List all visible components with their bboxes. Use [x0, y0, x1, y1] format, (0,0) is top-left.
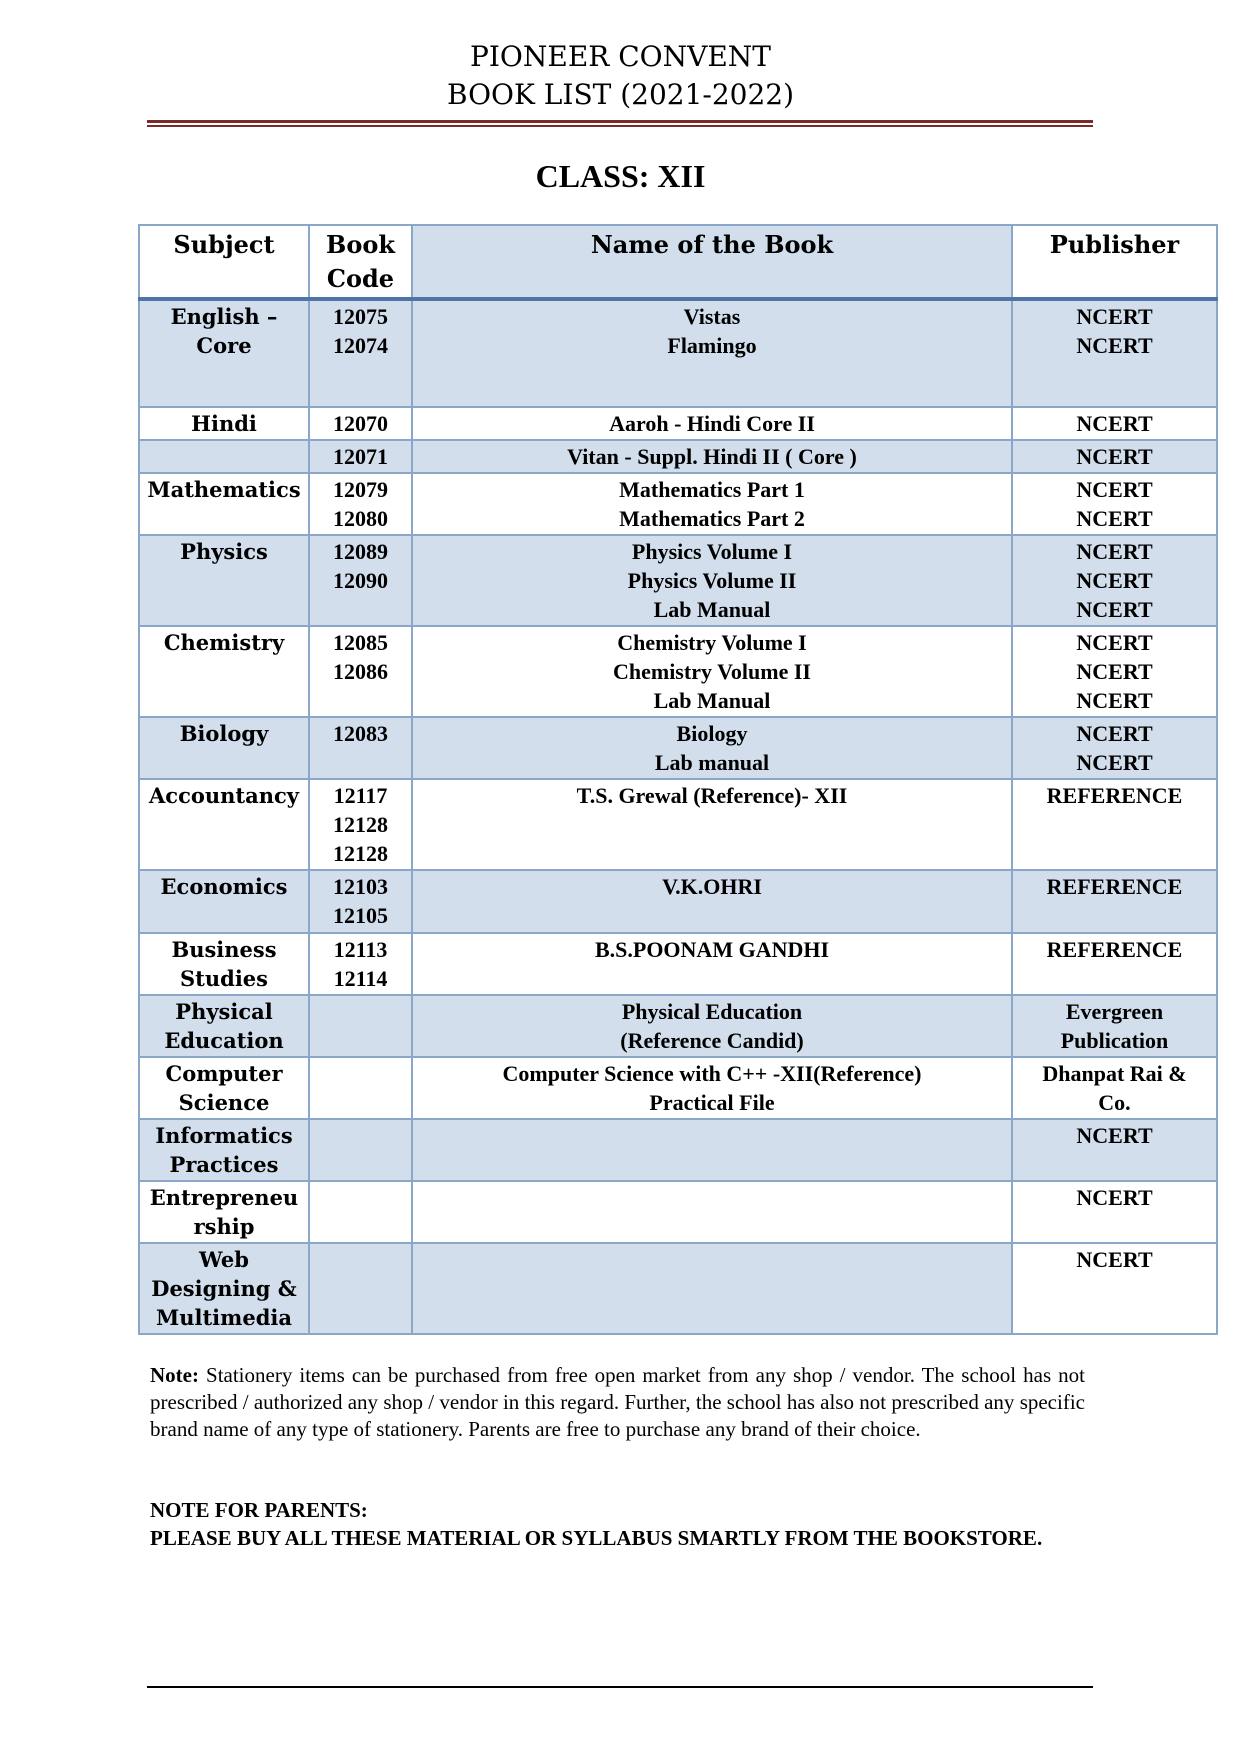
book-name-line: Mathematics Part 2 [619, 506, 805, 531]
parents-note-text: PLEASE BUY ALL THESE MATERIAL OR SYLLABUS SMARTLY FROM THE BOOKSTORE. [150, 1526, 1043, 1550]
book-code-cell [309, 779, 412, 870]
publisher-line: NCERT [1076, 477, 1153, 502]
subject-line: Practices [169, 1152, 279, 1177]
publisher-line: NCERT [1076, 333, 1153, 358]
subject-line: Economics [160, 874, 288, 899]
book-name-line: Chemistry Volume II [612, 659, 811, 684]
book-code-line: 12128 [333, 841, 388, 866]
publisher-cell [1012, 440, 1217, 473]
book-code-line: 12113 [333, 937, 388, 962]
publisher-cell [1012, 473, 1217, 535]
publisher-line: NCERT [1076, 506, 1153, 531]
publisher-cell [1012, 407, 1217, 440]
subject-line: Science [178, 1090, 270, 1115]
publisher-cell [1012, 779, 1217, 870]
book-name-line: Lab Manual [653, 597, 771, 622]
subject-line: Business [171, 937, 277, 962]
subject-line: Chemistry [163, 630, 285, 655]
book-code-cell [309, 717, 412, 779]
publisher-cell [1012, 1119, 1217, 1181]
subject-cell [139, 995, 309, 1057]
book-name-line: Vitan - Suppl. Hindi II ( Core ) [567, 444, 857, 469]
subject-cell [139, 440, 309, 473]
table-row [139, 995, 1217, 1057]
publisher-cell [1012, 626, 1217, 717]
publisher-line: NCERT [1076, 659, 1153, 684]
book-name-cell [412, 440, 1012, 473]
book-code-cell [309, 870, 412, 933]
subject-line: rship [193, 1214, 255, 1239]
book-code-line: 12071 [333, 444, 388, 469]
publisher-cell [1012, 299, 1217, 407]
book-code-line: 12085 [333, 630, 388, 655]
table-row [139, 870, 1217, 933]
subject-line: Studies [180, 966, 268, 991]
publisher-line: Dhanpat Rai & [1042, 1061, 1187, 1086]
subject-line: Designing & [151, 1276, 297, 1301]
book-code-line: 12079 [333, 477, 388, 502]
subject-cell [139, 473, 309, 535]
class-title: CLASS: XII [535, 158, 706, 194]
book-code-line: 12089 [333, 539, 388, 564]
publisher-line: NCERT [1076, 1185, 1153, 1210]
book-code-cell [309, 995, 412, 1057]
publisher-line: REFERENCE [1046, 874, 1183, 899]
header-code-line2: Code [326, 264, 395, 293]
subject-cell [139, 407, 309, 440]
book-code-cell [309, 407, 412, 440]
book-name-line: Physical Education [621, 999, 803, 1024]
subject-line: Accountancy [149, 783, 299, 808]
book-name-cell [412, 870, 1012, 933]
subject-line: Informatics [155, 1123, 293, 1148]
subject-cell [139, 779, 309, 870]
book-name-line: Aaroh - Hindi Core II [609, 411, 815, 436]
table-row [139, 440, 1217, 473]
publisher-line: NCERT [1076, 630, 1153, 655]
publisher-line: NCERT [1076, 1123, 1153, 1148]
publisher-line: NCERT [1076, 568, 1153, 593]
book-name-line: Mathematics Part 1 [619, 477, 805, 502]
header-book-name: Name of the Book [412, 225, 1012, 299]
subject-line: Biology [179, 721, 269, 746]
book-name-line: (Reference Candid) [620, 1028, 804, 1053]
subject-line: Hindi [191, 411, 257, 436]
book-code-line: 12128 [333, 812, 388, 837]
subject-cell [139, 1119, 309, 1181]
subject-line: Physical [175, 999, 273, 1024]
subject-line: English – [170, 304, 278, 329]
publisher-line: NCERT [1076, 539, 1153, 564]
subject-line: Computer [165, 1061, 283, 1086]
book-code-line: 12103 [333, 874, 388, 899]
book-name-cell [412, 535, 1012, 626]
subject-cell [139, 1181, 309, 1243]
book-name-cell [412, 407, 1012, 440]
book-name-cell [412, 779, 1012, 870]
subject-cell [139, 870, 309, 933]
book-code-line: 12114 [333, 966, 388, 991]
book-name-cell [412, 717, 1012, 779]
table-row [139, 535, 1217, 626]
book-code-line: 12075 [333, 304, 388, 329]
book-name-cell [412, 933, 1012, 995]
table-row [139, 626, 1217, 717]
stationery-note [150, 1362, 1085, 1443]
header-code-line1: Book [326, 230, 395, 259]
footer-divider [147, 1686, 1093, 1688]
table-row [139, 407, 1217, 440]
book-name-cell [412, 995, 1012, 1057]
publisher-line: NCERT [1076, 750, 1153, 775]
publisher-cell [1012, 995, 1217, 1057]
subject-cell [139, 535, 309, 626]
table-row [139, 1119, 1217, 1181]
book-code-cell [309, 1181, 412, 1243]
book-name-cell [412, 1181, 1012, 1243]
book-name-line: B.S.POONAM GANDHI [594, 937, 830, 962]
publisher-line: Publication [1060, 1028, 1169, 1053]
book-name-line: Practical File [649, 1090, 775, 1115]
book-list-table [138, 224, 1218, 1335]
book-code-line: 12086 [333, 659, 388, 684]
book-code-line: 12117 [333, 783, 388, 808]
book-code-line: 12105 [333, 903, 388, 928]
subject-line: Core [196, 333, 252, 358]
publisher-line: NCERT [1076, 1247, 1153, 1272]
subject-line: Entrepreneu [149, 1185, 299, 1210]
table-row [139, 1057, 1217, 1119]
book-code-cell [309, 933, 412, 995]
book-list-title: BOOK LIST (2021-2022) [446, 78, 795, 111]
book-name-line: V.K.OHRI [662, 874, 762, 899]
publisher-line: Co. [1098, 1090, 1131, 1115]
publisher-line: REFERENCE [1046, 937, 1183, 962]
subject-cell [139, 1243, 309, 1334]
book-code-cell [309, 1057, 412, 1119]
parents-note [150, 1496, 1085, 1552]
book-name-line: Physics Volume II [627, 568, 797, 593]
publisher-cell [1012, 933, 1217, 995]
book-code-cell [309, 626, 412, 717]
book-name-line: Flamingo [667, 333, 757, 358]
book-name-line: Lab manual [654, 750, 770, 775]
subject-line: Physics [180, 539, 268, 564]
header-book-code [309, 225, 412, 299]
publisher-cell [1012, 1057, 1217, 1119]
subject-line: Education [164, 1028, 284, 1053]
book-name-line: Vistas [683, 304, 741, 329]
publisher-line: REFERENCE [1046, 783, 1183, 808]
subject-cell [139, 1057, 309, 1119]
publisher-line: NCERT [1076, 444, 1153, 469]
book-name-cell [412, 1119, 1012, 1181]
book-code-line: 12080 [333, 506, 388, 531]
publisher-cell [1012, 1243, 1217, 1334]
note-text: Stationery items can be purchased from free open market from any shop / vendor. The school has not prescribed / authorized any shop / vendor in this regard. Further, the school has also not prescribed any specific brand name of any type of stationery. Parents are free to purchase any brand of their choice. [150, 1363, 1085, 1441]
table-row [139, 933, 1217, 995]
book-name-cell [412, 626, 1012, 717]
book-name-line: Lab Manual [653, 688, 771, 713]
book-name-line: Computer Science with C++ -XII(Reference) [502, 1061, 922, 1086]
header-subject: Subject [139, 225, 309, 299]
book-code-cell [309, 1119, 412, 1181]
table-row [139, 717, 1217, 779]
subject-cell [139, 299, 309, 407]
book-name-line: Chemistry Volume I [617, 630, 807, 655]
subject-cell [139, 626, 309, 717]
book-name-line: Physics Volume I [631, 539, 793, 564]
publisher-cell [1012, 870, 1217, 933]
publisher-line: NCERT [1076, 411, 1153, 436]
book-code-line: 12090 [333, 568, 388, 593]
book-name-line: T.S. Grewal (Reference)- XII [576, 783, 848, 808]
publisher-line: NCERT [1076, 304, 1153, 329]
publisher-cell [1012, 535, 1217, 626]
book-code-cell [309, 1243, 412, 1334]
table-row [139, 299, 1217, 407]
publisher-line: NCERT [1076, 721, 1153, 746]
subject-line: Mathematics [147, 477, 301, 502]
subject-cell [139, 933, 309, 995]
parents-note-heading: NOTE FOR PARENTS: [150, 1498, 368, 1522]
school-name: PIONEER CONVENT [470, 40, 771, 73]
table-row [139, 473, 1217, 535]
document-header [0, 38, 1241, 114]
book-code-cell [309, 440, 412, 473]
book-name-cell [412, 1057, 1012, 1119]
book-code-line: 12070 [333, 411, 388, 436]
book-name-cell [412, 1243, 1012, 1334]
book-name-line: Biology [676, 721, 748, 746]
book-code-cell [309, 535, 412, 626]
publisher-cell [1012, 1181, 1217, 1243]
table-row [139, 1243, 1217, 1334]
book-code-line: 12083 [333, 721, 388, 746]
publisher-line: Evergreen [1065, 999, 1164, 1024]
table-header-row [139, 225, 1217, 299]
table-row [139, 779, 1217, 870]
book-code-cell [309, 299, 412, 407]
header-publisher: Publisher [1012, 225, 1217, 299]
subject-line: Web [199, 1247, 249, 1272]
note-label: Note: [150, 1363, 199, 1387]
book-code-cell [309, 473, 412, 535]
subject-cell [139, 717, 309, 779]
book-code-line: 12074 [333, 333, 388, 358]
publisher-line: NCERT [1076, 688, 1153, 713]
publisher-line: NCERT [1076, 597, 1153, 622]
header-divider [147, 120, 1093, 127]
subject-line: Multimedia [155, 1305, 293, 1330]
book-name-cell [412, 299, 1012, 407]
publisher-cell [1012, 717, 1217, 779]
table-row [139, 1181, 1217, 1243]
book-name-cell [412, 473, 1012, 535]
